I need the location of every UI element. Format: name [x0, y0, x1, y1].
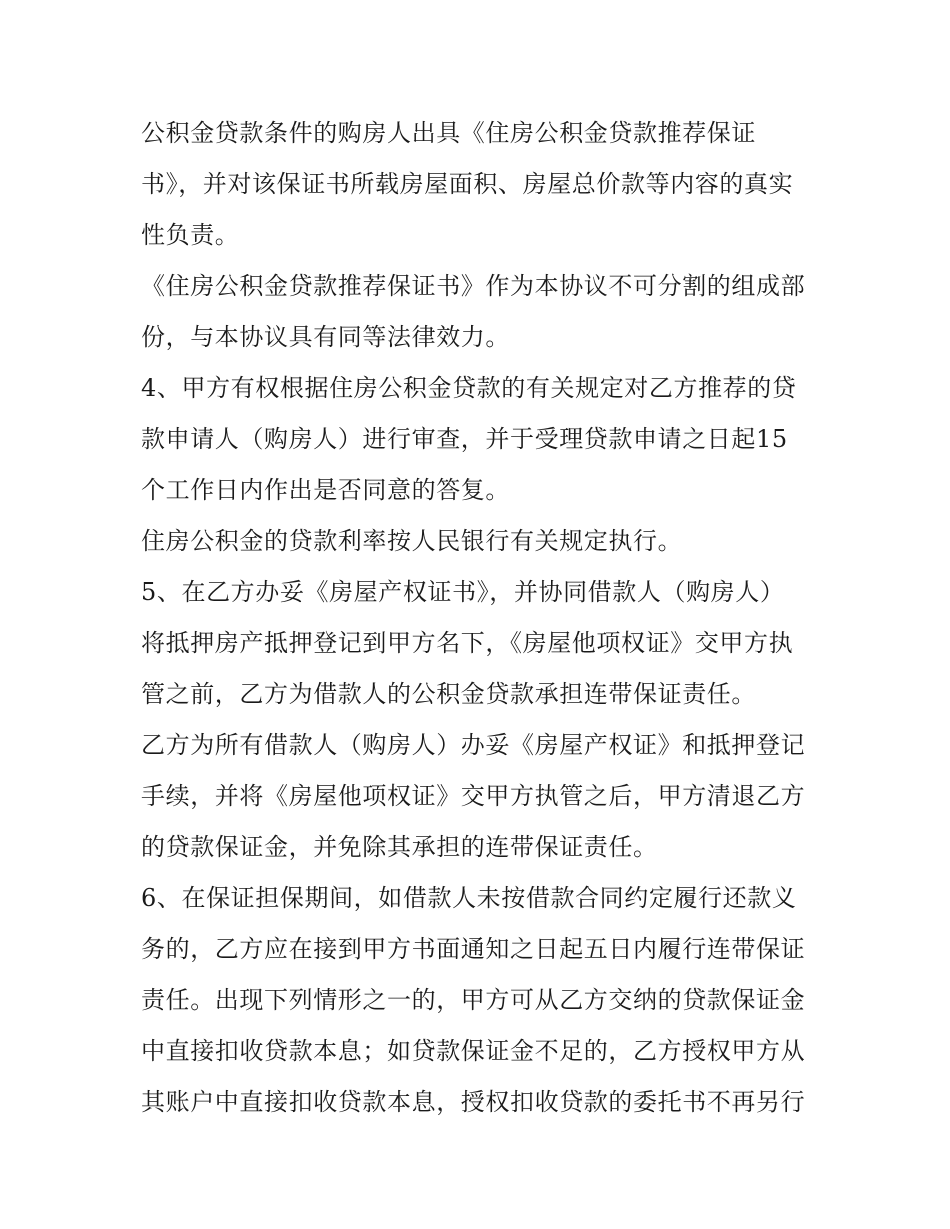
text-line: 6、在保证担保期间，如借款人未按借款合同约定履行还款义	[141, 884, 797, 912]
text-line: 住房公积金的贷款利率按人民银行有关规定执行。	[141, 527, 683, 555]
text-line: 份，与本协议具有同等法律效力。	[141, 323, 510, 351]
text-line: 乙方为所有借款人（购房人）办妥《房屋产权证》和抵押登记	[141, 731, 806, 759]
text-line: 手续，并将《房屋他项权证》交甲方执管之后，甲方清退乙方	[141, 782, 806, 810]
text-line: 书》，并对该保证书所载房屋面积、房屋总价款等内容的真实	[141, 170, 794, 198]
text-line: 5、在乙方办妥《房屋产权证书》，并协同借款人（购房人）	[141, 578, 785, 606]
text-line: 务的，乙方应在接到甲方书面通知之日起五日内履行连带保证	[141, 935, 806, 963]
text-line: 责任。出现下列情形之一的，甲方可从乙方交纳的贷款保证金	[141, 986, 806, 1014]
text-line: 4、甲方有权根据住房公积金贷款的有关规定对乙方推荐的贷	[141, 374, 797, 402]
text-line: 性负责。	[141, 221, 240, 249]
text-line: 管之前，乙方为借款人的公积金贷款承担连带保证责任。	[141, 680, 756, 708]
text-line: 的贷款保证金，并免除其承担的连带保证责任。	[141, 833, 658, 861]
text-line: 其账户中直接扣收贷款本息，授权扣收贷款的委托书不再另行	[141, 1088, 806, 1116]
text-line: 中直接扣收贷款本息；如贷款保证金不足的，乙方授权甲方从	[141, 1037, 806, 1065]
text-line: 个工作日内作出是否同意的答复。	[141, 476, 510, 504]
text-line: 款申请人（购房人）进行审查，并于受理贷款申请之日起15	[141, 425, 788, 453]
text-line: 《住房公积金贷款推荐保证书》作为本协议不可分割的组成部	[141, 272, 806, 300]
text-line: 将抵押房产抵押登记到甲方名下，《房屋他项权证》交甲方执	[141, 629, 794, 657]
document-body	[141, 108, 813, 1128]
text-line: 公积金贷款条件的购房人出具《住房公积金贷款推荐保证	[141, 119, 756, 147]
